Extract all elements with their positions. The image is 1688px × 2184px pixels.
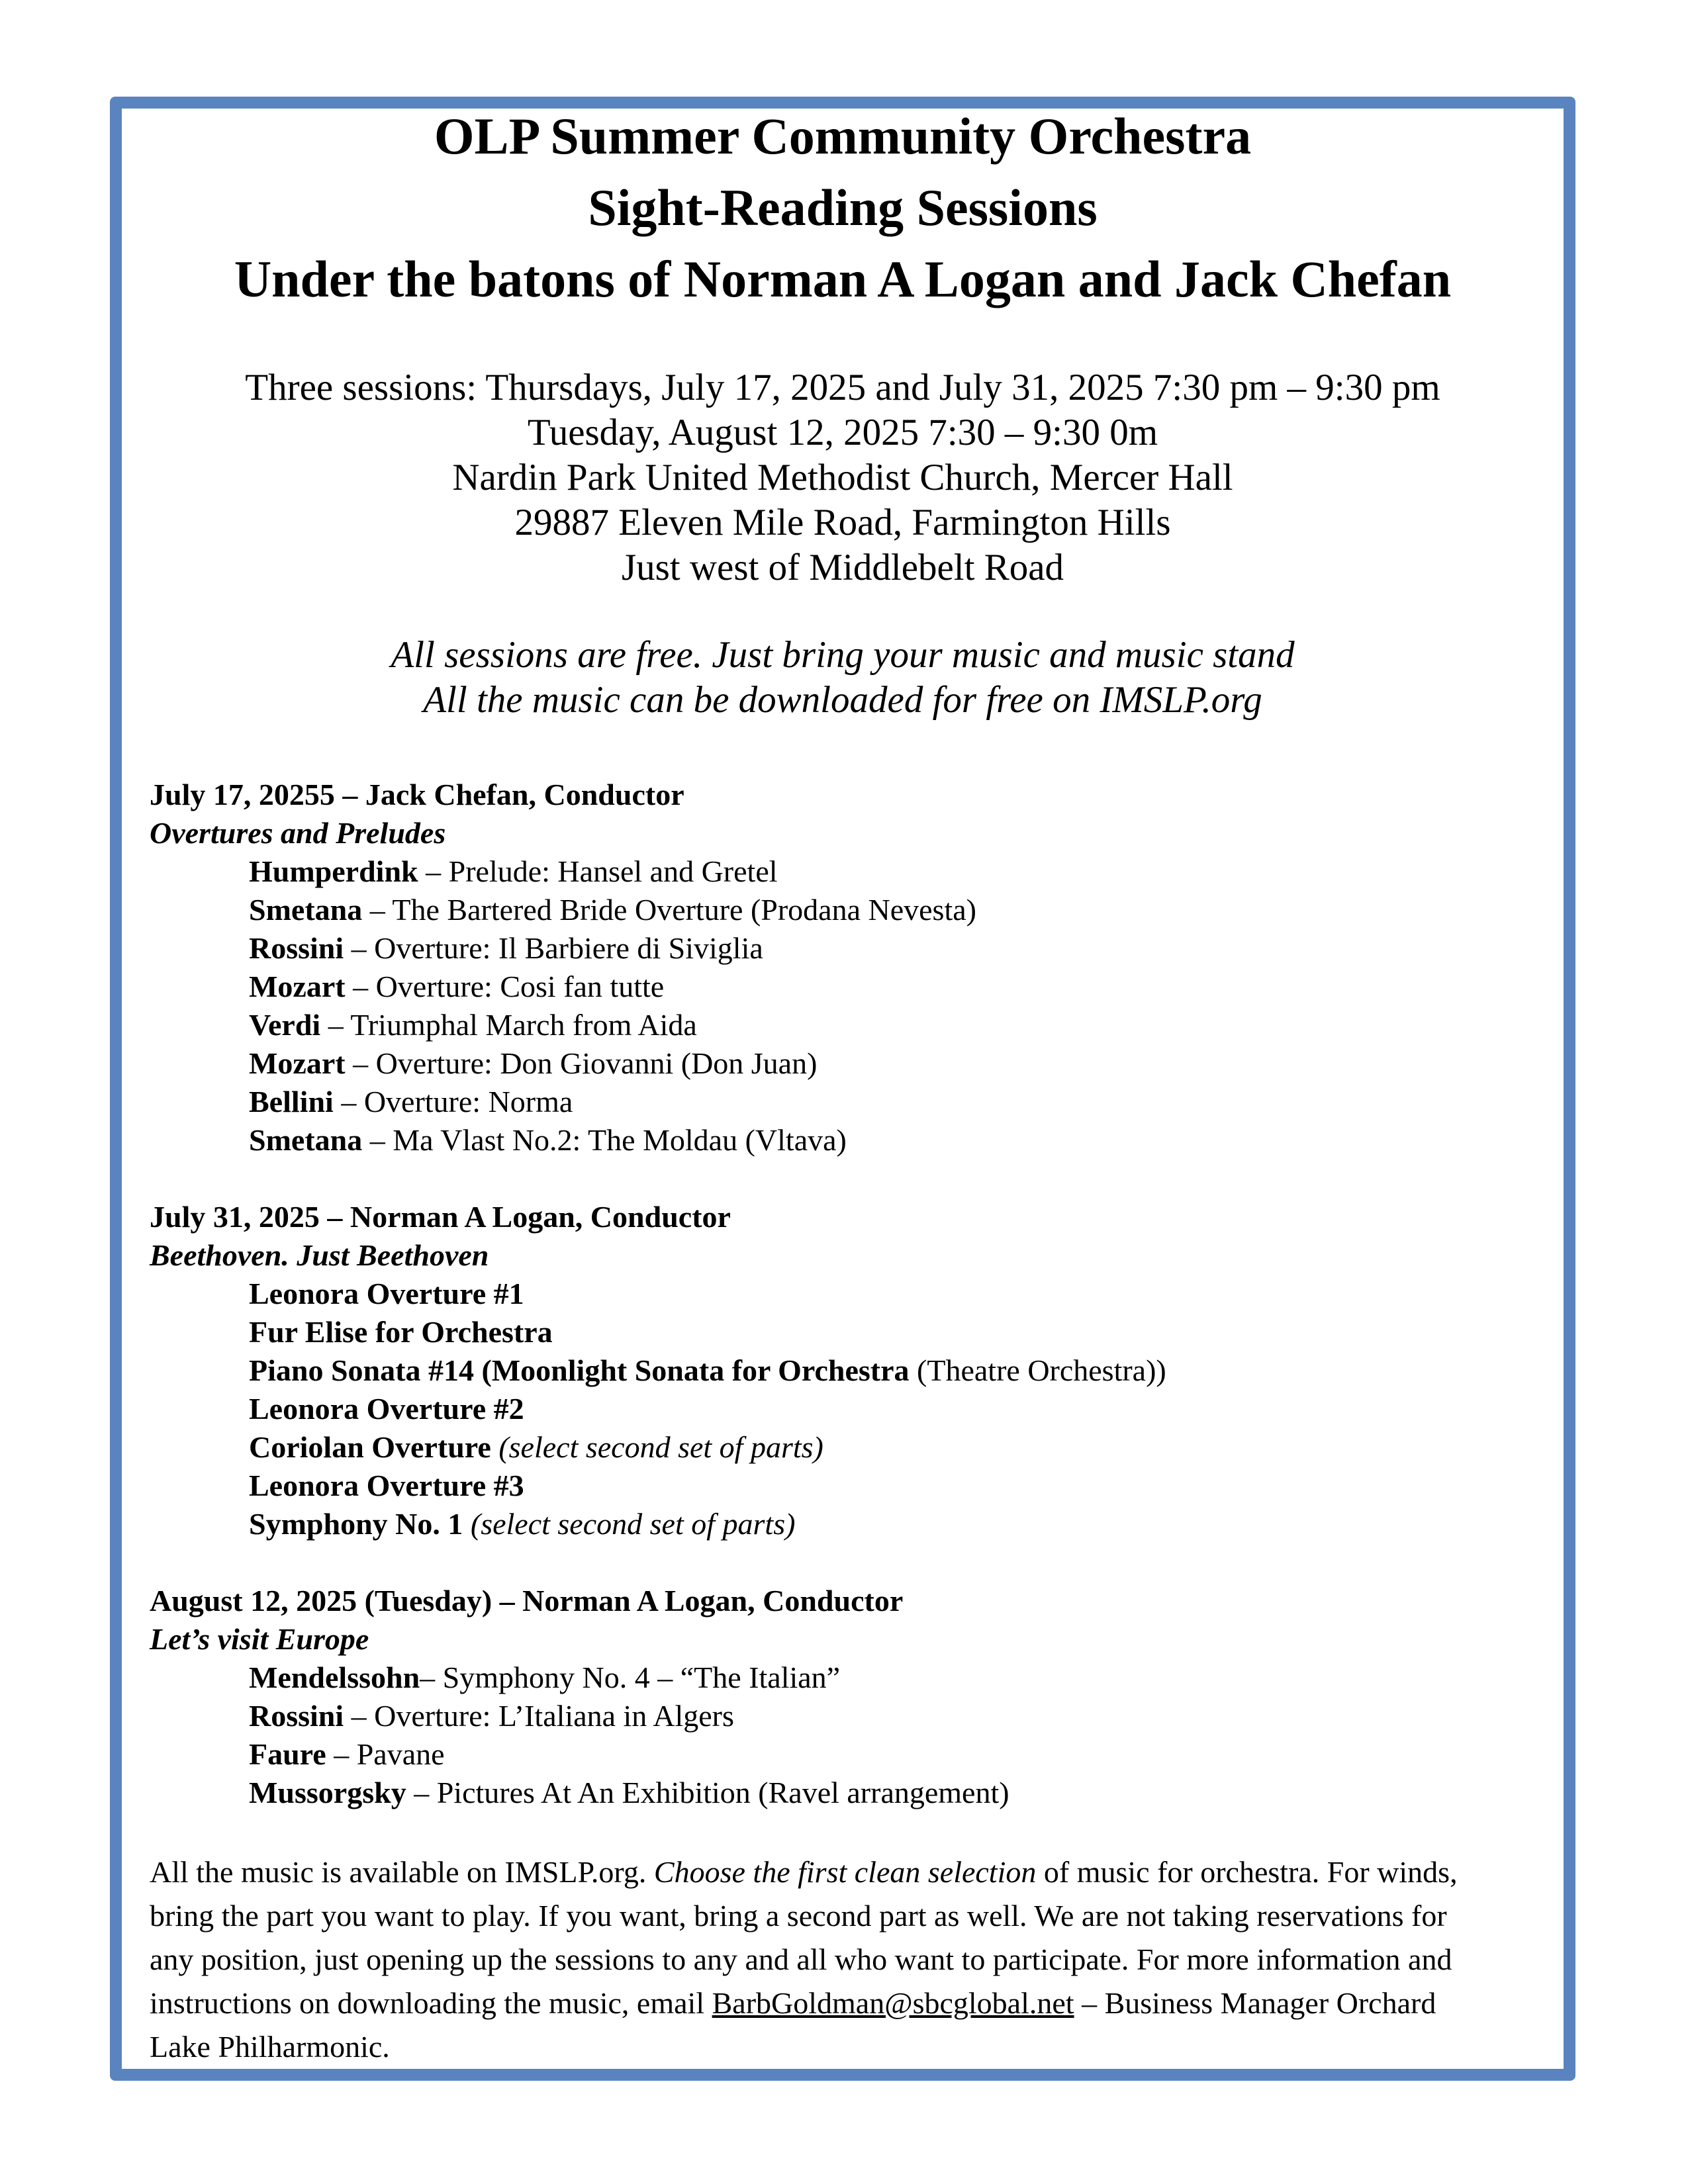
piece-separator: – (345, 1046, 376, 1080)
piece-item (249, 1735, 1575, 1774)
piece-list (150, 852, 1575, 1160)
piece-work: Ma Vlast No.2: The Moldau (Vltava) (393, 1123, 847, 1157)
piece-separator: – (345, 970, 376, 1003)
piece-composer: Bellini (249, 1085, 334, 1118)
piece-title: Leonora Overture #2 (249, 1392, 524, 1426)
flyer-content (110, 97, 1575, 2069)
piece-composer: Mussorgsky (249, 1776, 406, 1809)
event-details (110, 365, 1575, 590)
piece-separator: – (362, 893, 393, 927)
piece-title: Piano Sonata #14 (Moonlight Sonata for Orchestra (249, 1353, 910, 1387)
piece-separator: – (362, 1123, 393, 1157)
session-section (150, 776, 1575, 1160)
session-theme: Overtures and Preludes (150, 816, 446, 850)
details-line: Just west of Middlebelt Road (621, 547, 1064, 588)
footer-text: All the music is available on IMSLP.org. (150, 1855, 654, 1889)
piece-separator: – (326, 1737, 357, 1771)
piece-separator: – (333, 1085, 364, 1118)
piece-title: Leonora Overture #1 (249, 1277, 524, 1310)
piece-title: Fur Elise for Orchestra (249, 1315, 553, 1349)
piece-work: Prelude: Hansel and Gretel (448, 854, 778, 888)
piece-composer: Mozart (249, 1046, 346, 1080)
piece-item (249, 1390, 1575, 1428)
piece-item (249, 1697, 1575, 1735)
piece-list (150, 1659, 1575, 1812)
session-section (150, 1582, 1575, 1812)
piece-work: The Bartered Bride Overture (Prodana Nevesta) (392, 893, 976, 927)
piece-composer: Smetana (249, 893, 363, 927)
piece-item (249, 1774, 1575, 1812)
piece-separator: – (320, 1008, 351, 1042)
piece-extra: (Theatre Orchestra)) (909, 1353, 1166, 1387)
piece-work: Overture: Il Barbiere di Siviglia (374, 931, 763, 965)
details-line: Tuesday, August 12, 2025 7:30 – 9:30 0m (527, 412, 1158, 453)
piece-work: Symphony No. 4 – “The Italian” (442, 1661, 841, 1694)
footer-paragraph (110, 1850, 1575, 2069)
session-heading: July 31, 2025 – Norman A Logan, Conductor (150, 1200, 731, 1234)
piece-item (249, 929, 1575, 968)
title-line-3: Under the batons of Norman A Logan and Jack Chefan (234, 250, 1452, 308)
footer-italic-text: Choose the first clean selection (653, 1855, 1037, 1889)
piece-work: Overture: Norma (363, 1085, 573, 1118)
piece-separator: – (418, 854, 449, 888)
piece-item (249, 1044, 1575, 1083)
piece-item (249, 968, 1575, 1006)
session-heading: August 12, 2025 (Tuesday) – Norman A Logan, Conductor (150, 1584, 904, 1617)
piece-list (150, 1275, 1575, 1543)
piece-work: Triumphal March from Aida (350, 1008, 697, 1042)
footer-text: of music for orchestra. For winds, bring the part you want to play. If you want, bring a second part as well. We are not taking reservations for any position, just opening up the sessions to any and all who want to participate. For more information and instructions on downloading the music, email (150, 1855, 1458, 2020)
free-notes (110, 633, 1575, 723)
piece-note: (select second set of parts) (491, 1430, 823, 1464)
title-line-1: OLP Summer Community Orchestra (434, 107, 1252, 165)
notes-line: All sessions are free. Just bring your music and music stand (391, 634, 1295, 676)
piece-work: Pictures At An Exhibition (Ravel arrangement) (436, 1776, 1009, 1809)
sessions-list (110, 776, 1575, 1812)
piece-composer: Mozart (249, 970, 346, 1003)
piece-work: Overture: Cosi fan tutte (375, 970, 665, 1003)
piece-title: Symphony No. 1 (249, 1507, 463, 1541)
title-block (110, 101, 1575, 315)
piece-item (249, 852, 1575, 891)
details-line: Three sessions: Thursdays, July 17, 2025 and July 31, 2025 7:30 pm – 9:30 pm (245, 367, 1440, 408)
title-line-2: Sight-Reading Sessions (588, 179, 1098, 236)
piece-separator: – (420, 1661, 443, 1694)
piece-composer: Smetana (249, 1123, 363, 1157)
footer-text: – Business Manager Orchard Lake Philharmonic. (150, 1986, 1436, 2064)
notes-line: All the music can be downloaded for free on IMSLP.org (423, 679, 1262, 721)
details-line: 29887 Eleven Mile Road, Farmington Hills (514, 502, 1171, 543)
session-heading: July 17, 20255 – Jack Chefan, Conductor (150, 778, 684, 811)
piece-item (249, 1428, 1575, 1467)
piece-item (249, 891, 1575, 929)
piece-item (249, 1275, 1575, 1313)
piece-note: (select second set of parts) (463, 1507, 796, 1541)
piece-composer: Faure (249, 1737, 326, 1771)
piece-item (249, 1006, 1575, 1044)
email-link[interactable]: BarbGoldman@sbcglobal.net (712, 1986, 1074, 2020)
piece-work: Overture: Don Giovanni (Don Juan) (375, 1046, 818, 1080)
piece-work: Overture: L’Italiana in Algers (374, 1699, 734, 1733)
piece-title: Coriolan Overture (249, 1430, 491, 1464)
piece-item (249, 1659, 1575, 1697)
piece-separator: – (344, 1699, 375, 1733)
piece-work: Pavane (356, 1737, 445, 1771)
piece-composer: Rossini (249, 931, 344, 965)
session-theme: Let’s visit Europe (150, 1622, 369, 1656)
session-theme: Beethoven. Just Beethoven (150, 1238, 489, 1272)
piece-item (249, 1505, 1575, 1543)
piece-item (249, 1121, 1575, 1160)
piece-item (249, 1467, 1575, 1505)
piece-composer: Humperdink (249, 854, 418, 888)
piece-separator: – (344, 931, 375, 965)
piece-item (249, 1313, 1575, 1351)
details-line: Nardin Park United Methodist Church, Mercer Hall (452, 457, 1233, 498)
piece-composer: Rossini (249, 1699, 344, 1733)
piece-composer: Mendelssohn (249, 1661, 420, 1694)
piece-title: Leonora Overture #3 (249, 1469, 524, 1502)
piece-item (249, 1083, 1575, 1121)
piece-item (249, 1351, 1575, 1390)
piece-separator: – (406, 1776, 437, 1809)
piece-composer: Verdi (249, 1008, 321, 1042)
session-section (150, 1198, 1575, 1543)
